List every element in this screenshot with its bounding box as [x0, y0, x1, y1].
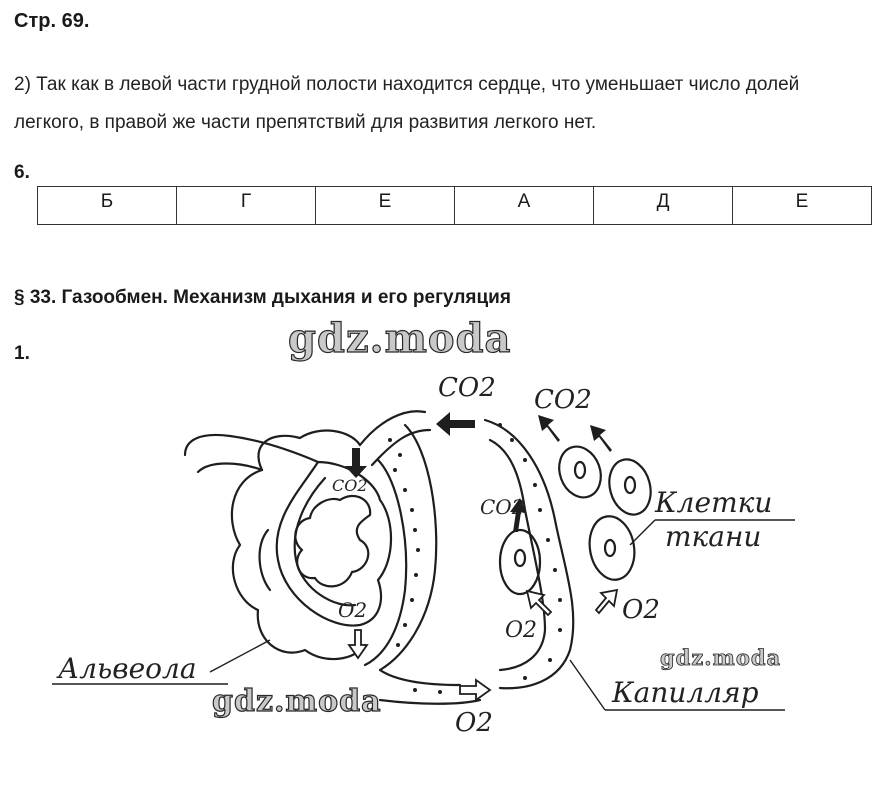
task1-label: 1.: [14, 343, 30, 364]
capillary-top-inner: [372, 430, 430, 465]
alveola-lobe-inner: [260, 530, 270, 590]
watermark: gdz.moda: [212, 684, 382, 719]
alveolus-cavity: [295, 496, 370, 586]
capillary-label: Капилляр: [612, 676, 759, 709]
o2-arrow-icon: [460, 680, 490, 700]
watermark: gdz.moda: [660, 645, 782, 670]
bronchiole-top: [185, 435, 318, 462]
co2-label-right: CO2: [534, 385, 592, 415]
co2-label-alveola: CO2: [332, 476, 368, 495]
cells-label-line2: ткани: [665, 520, 762, 553]
table-cell: Д: [594, 187, 733, 225]
cell-nucleus: [625, 477, 635, 493]
table-cell: А: [455, 187, 594, 225]
tissue-cell: [585, 513, 639, 584]
o2-label-cell: O2: [505, 618, 538, 643]
o2-arrows: [349, 590, 617, 700]
tissue-cell: [552, 441, 607, 504]
co2-arrows: [345, 412, 612, 532]
cell-nucleus: [575, 462, 585, 478]
co2-arrow-icon: [345, 448, 367, 478]
page-header: Стр. 69.: [14, 10, 90, 32]
cell-nucleus: [605, 540, 615, 556]
o2-label-bottom: O2: [455, 708, 493, 738]
cells-label-line1: Клетки: [655, 486, 773, 519]
co2-label-cell: CO2: [480, 495, 525, 519]
o2-label-right: O2: [622, 595, 660, 625]
alveola-lobe-top: [258, 431, 360, 470]
section-title: § 33. Газообмен. Механизм дыхания и его регуляция: [14, 287, 511, 308]
blood-cell: [500, 530, 540, 594]
o2-label-alveola: O2: [338, 598, 368, 622]
table-cell: Е: [733, 187, 872, 225]
o2-arrow-icon: [349, 630, 367, 658]
co2-arrow-icon: [538, 415, 560, 442]
o2-arrow-icon: [527, 591, 551, 615]
task6-label: 6.: [14, 162, 30, 183]
alveola-label: Альвеола: [58, 652, 197, 685]
capillary-bottom: [380, 700, 480, 704]
capillary-left-outer: [380, 425, 460, 685]
co2-label-top: CO2: [438, 373, 496, 403]
tissue-cell: [603, 455, 656, 519]
cell-nucleus: [515, 550, 525, 566]
co2-arrow-icon: [590, 425, 612, 452]
table-cell: Г: [177, 187, 316, 225]
table-cell: Б: [38, 187, 177, 225]
capillary-left-inner: [365, 460, 406, 665]
co2-arrow-icon: [436, 412, 475, 436]
watermark: gdz.moda: [288, 315, 512, 362]
table-cell: Е: [316, 187, 455, 225]
task5-answer-text: 2) Так как в левой части грудной полости находится сердце, что уменьшает число долей легкого, в правой же части препятствий для развития легкого нет.: [14, 74, 800, 133]
bronchiole-bottom: [198, 464, 262, 473]
o2-arrow-icon: [596, 590, 617, 613]
